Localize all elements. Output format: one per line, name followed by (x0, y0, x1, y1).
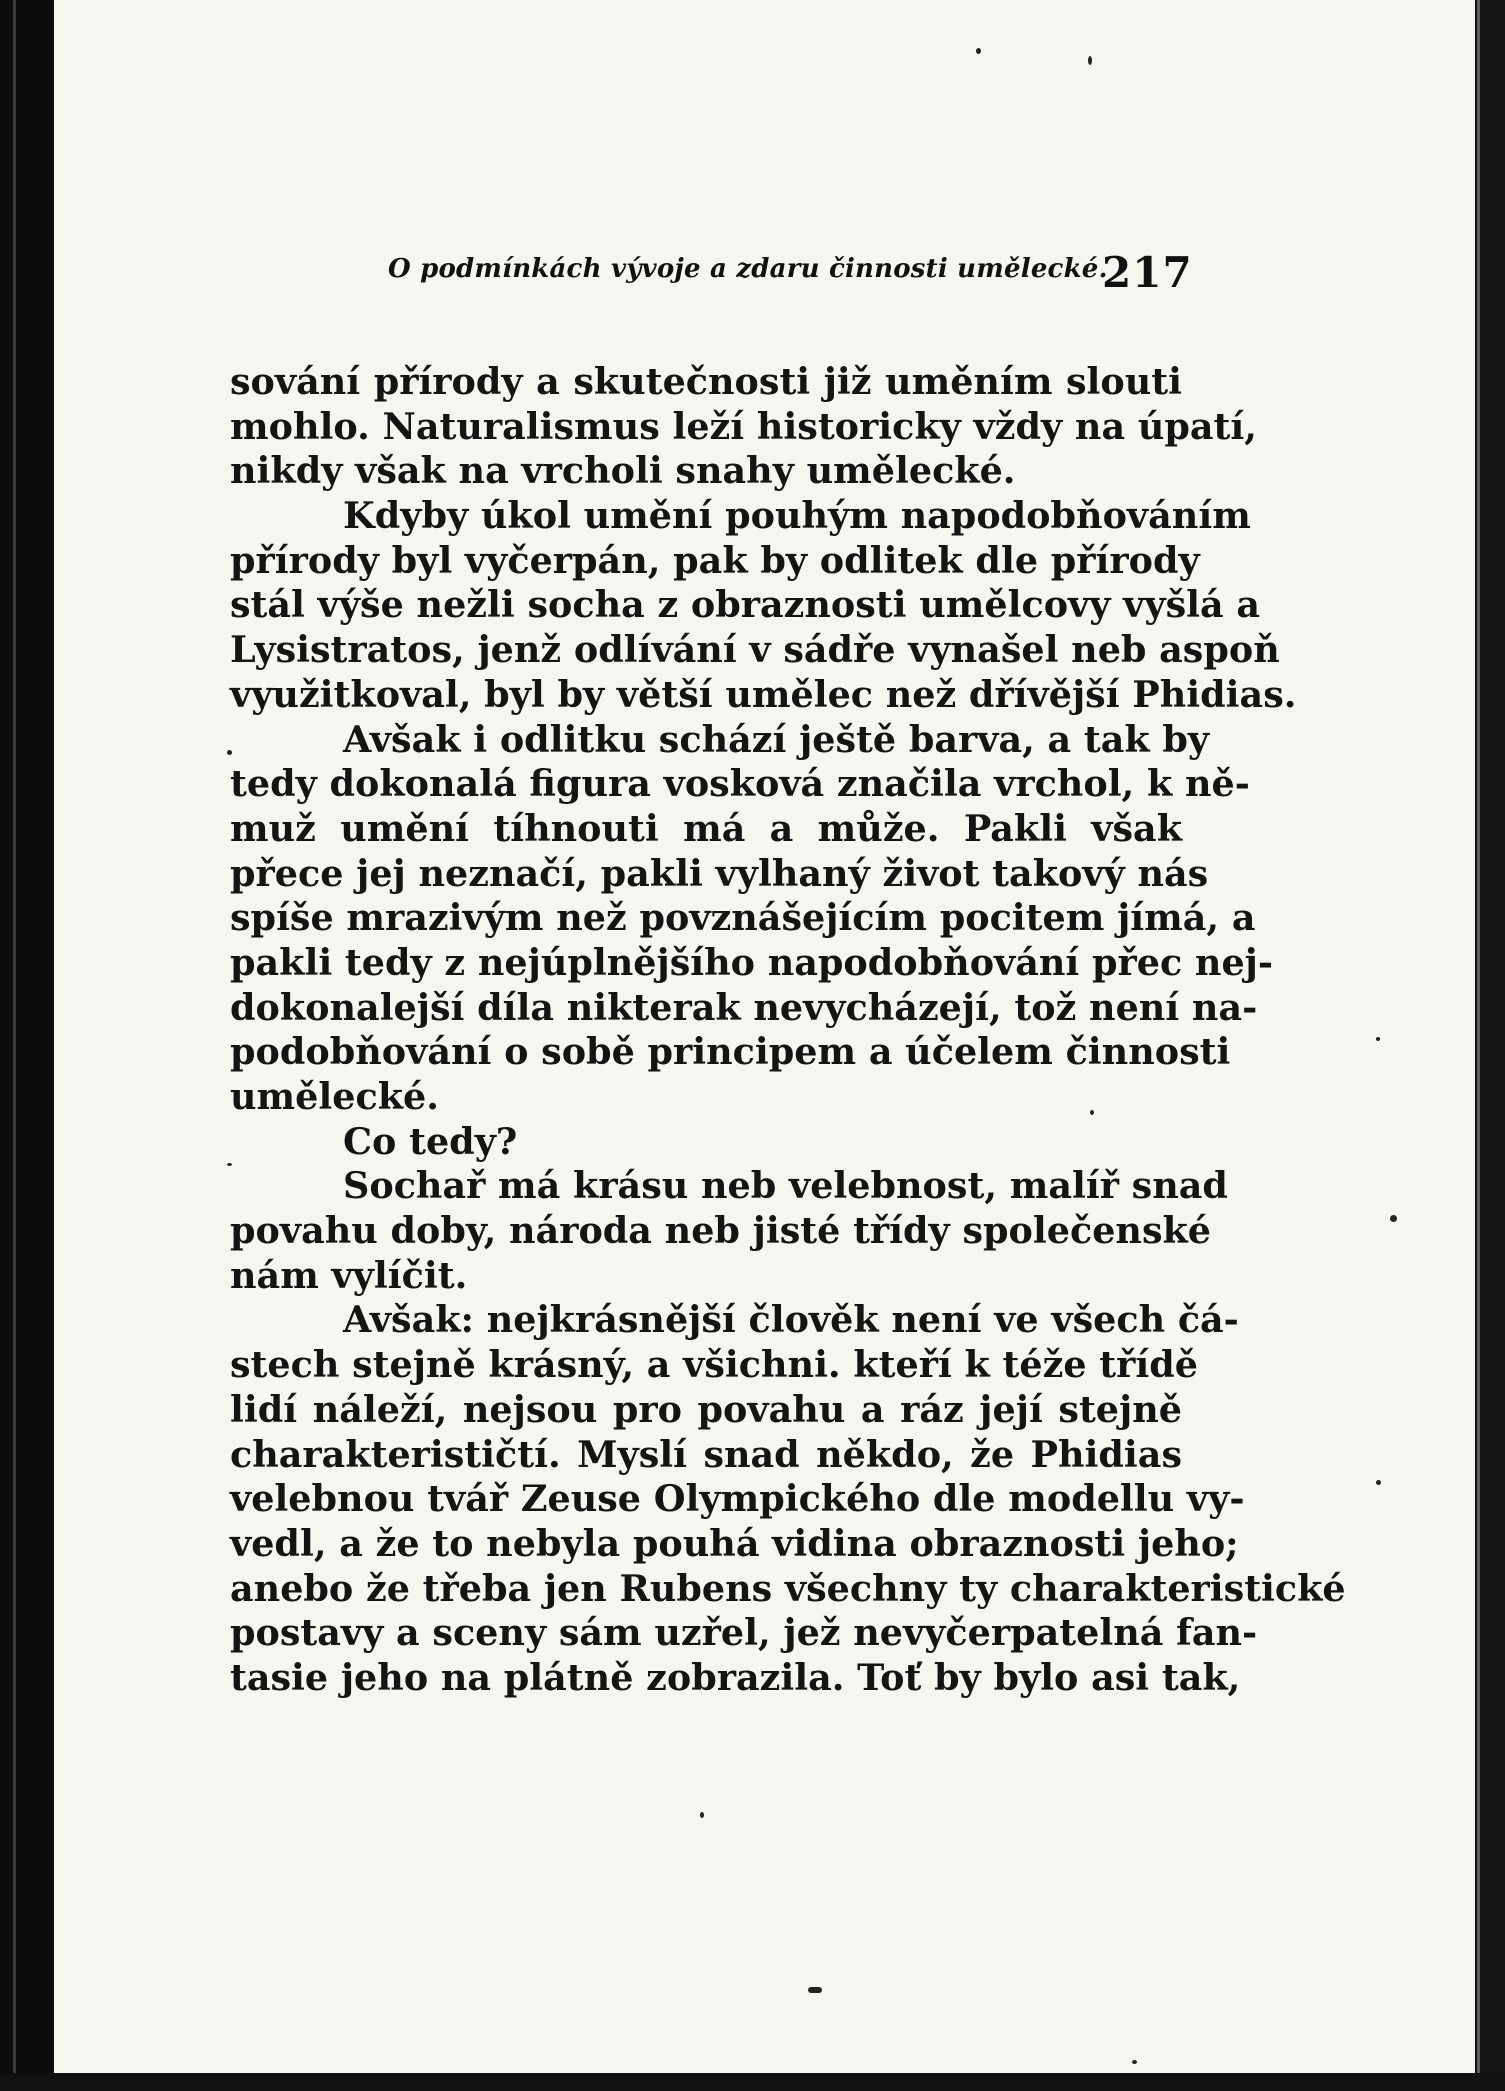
dust-speck (1376, 1037, 1380, 1041)
dust-speck (1132, 2060, 1137, 2064)
dust-speck (808, 1987, 822, 1993)
text-line: spíše mrazivým než povznášejícím pocitem jímá, a (230, 896, 1256, 940)
scan-right-edge (1475, 0, 1505, 2091)
text-line: podobňování o sobě principem a účelem činnosti (230, 1030, 1231, 1074)
text-line: pakli tedy z nejúplnějšího napodobňování přec nej- (230, 940, 1274, 984)
text-line: muž umění tíhnouti má a může. Pakli však (230, 806, 1182, 850)
text-line: sování přírody a skutečnosti již uměním slouti (230, 360, 1182, 403)
text-line: tasie jeho na plátně zobrazila. Toť by bylo asi tak, (230, 1655, 1241, 1699)
text-line: Co tedy? (343, 1119, 518, 1163)
text-line: dokonalejší díla nikterak nevycházejí, tož není na- (230, 985, 1258, 1029)
text-line: umělecké. (230, 1075, 439, 1118)
text-line: přírody byl vyčerpán, pak by odlitek dle přírody (230, 538, 1200, 582)
text-line: mohlo. Naturalismus leží historicky vždy na úpatí, (230, 404, 1257, 448)
text-line: stech stejně krásný, a všichni. kteří k téže třídě (230, 1343, 1198, 1387)
text-line: nikdy však na vrcholi snahy umělecké. (230, 449, 1016, 493)
text-line: nám vylíčit. (230, 1253, 468, 1297)
dust-speck (700, 1812, 704, 1818)
text-line: stál výše nežli socha z obraznosti umělcovy vyšlá a (230, 583, 1261, 627)
text-line: Avšak i odlitku schází ještě barva, a tak by (343, 717, 1210, 761)
scan-bottom-edge (0, 2073, 1505, 2091)
running-title: O podmínkách vývoje a zdaru činnosti umělecké. (388, 254, 1108, 284)
text-line: vedl, a že to nebyla pouhá vidina obraznosti jeho; (230, 1521, 1239, 1565)
text-line: využitkoval, byl by větší umělec než dřívější Phidias. (230, 672, 1297, 716)
scan-left-edge (0, 0, 54, 2091)
text-line: lidí náleží, nejsou pro povahu a ráz její stejně (230, 1387, 1182, 1431)
dust-speck (1390, 1215, 1397, 1222)
dust-speck (1090, 1110, 1094, 1115)
text-line: Sochař má krásu neb velebnost, malíř snad (343, 1164, 1228, 1208)
dust-speck (227, 750, 232, 755)
text-line: charakterističtí. Myslí snad někdo, že Phidias (230, 1432, 1182, 1476)
text-line: Lysistratos, jenž odlívání v sádře vynašel neb aspoň (230, 628, 1280, 672)
dust-speck (227, 1163, 232, 1166)
text-line: přece jej neznačí, pakli vylhaný život takový nás (230, 851, 1209, 895)
dust-speck (1088, 56, 1092, 65)
text-line: velebnou tvář Zeuse Olympického dle modellu vy- (230, 1477, 1245, 1521)
text-line: postavy a sceny sám uzřel, jež nevyčerpatelná fan- (230, 1611, 1258, 1655)
running-head (0, 248, 1505, 296)
dust-speck (1376, 1480, 1381, 1485)
text-line: povahu doby, národa neb jisté třídy společenské (230, 1209, 1212, 1253)
page-number: 217 (1102, 248, 1193, 297)
text-line: anebo že třeba jen Rubens všechny ty charakteristické (230, 1566, 1346, 1610)
dust-speck (976, 48, 981, 54)
text-line: Kdyby úkol umění pouhým napodobňováním (343, 494, 1251, 538)
text-line: tedy dokonalá figura vosková značila vrchol, k ně- (230, 762, 1250, 806)
text-line: Avšak: nejkrásnější člověk není ve všech čá- (343, 1298, 1239, 1342)
body-text (230, 360, 1346, 1701)
